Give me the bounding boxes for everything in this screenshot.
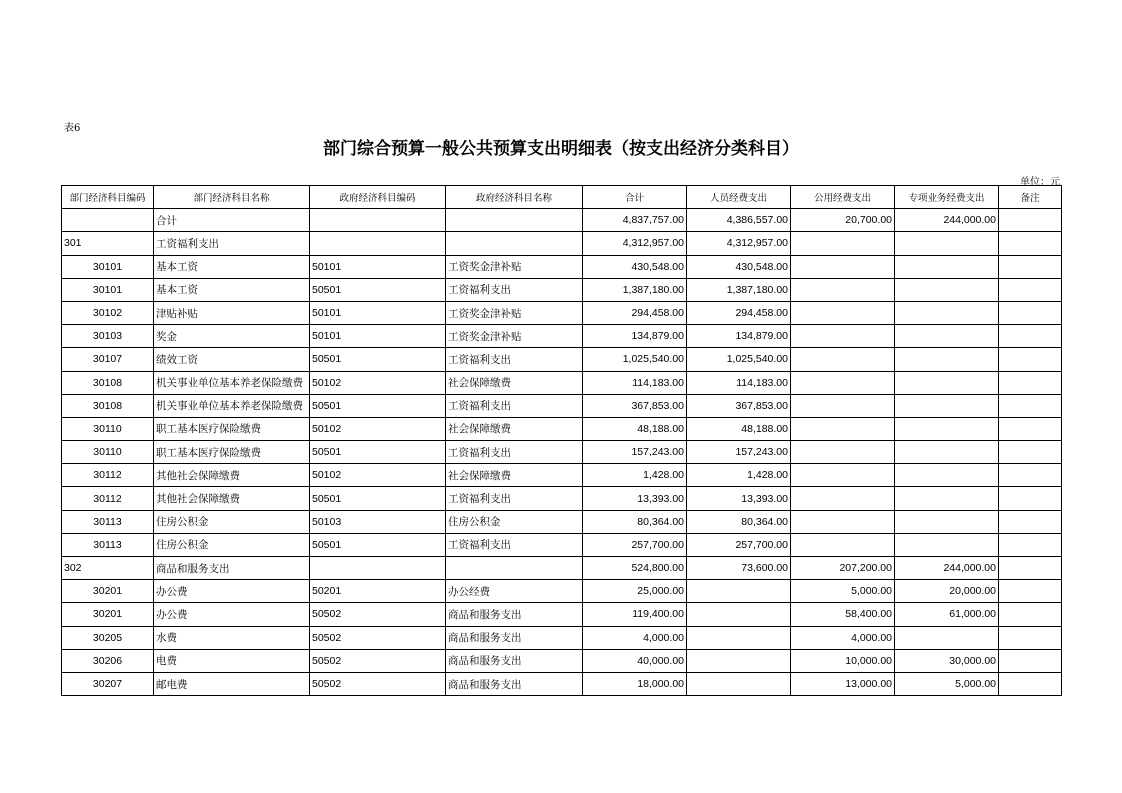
note-cell — [999, 510, 1062, 533]
total-cell: 1,025,540.00 — [583, 348, 687, 371]
gov-code-cell: 50502 — [310, 672, 446, 695]
total-cell: 18,000.00 — [583, 672, 687, 695]
gov-name-cell: 工资奖金津补贴 — [446, 301, 583, 324]
special-cell — [895, 510, 999, 533]
gov-code-cell — [310, 557, 446, 580]
total-cell: 4,837,757.00 — [583, 209, 687, 232]
total-cell: 134,879.00 — [583, 325, 687, 348]
gov-name-cell — [446, 209, 583, 232]
special-cell: 244,000.00 — [895, 557, 999, 580]
expenditure-table — [61, 185, 1062, 696]
header-cell: 专项业务经费支出 — [895, 186, 999, 209]
gov-code-cell: 50502 — [310, 603, 446, 626]
public-cell — [791, 371, 895, 394]
total-cell: 4,312,957.00 — [583, 232, 687, 255]
dept-name-cell: 津贴补贴 — [154, 301, 310, 324]
gov-name-cell: 商品和服务支出 — [446, 649, 583, 672]
table-row — [62, 232, 1062, 255]
table-row — [62, 533, 1062, 556]
personnel-cell: 134,879.00 — [687, 325, 791, 348]
table-row — [62, 209, 1062, 232]
dept-code-cell: 30112 — [62, 487, 154, 510]
dept-name-cell: 水费 — [154, 626, 310, 649]
personnel-cell: 48,188.00 — [687, 417, 791, 440]
gov-name-cell: 工资福利支出 — [446, 533, 583, 556]
total-cell: 257,700.00 — [583, 533, 687, 556]
gov-name-cell: 商品和服务支出 — [446, 672, 583, 695]
special-cell: 5,000.00 — [895, 672, 999, 695]
special-cell: 244,000.00 — [895, 209, 999, 232]
note-cell — [999, 533, 1062, 556]
dept-name-cell: 绩效工资 — [154, 348, 310, 371]
personnel-cell: 1,025,540.00 — [687, 348, 791, 371]
personnel-cell: 1,428.00 — [687, 464, 791, 487]
dept-code-cell: 302 — [62, 557, 154, 580]
total-cell: 1,387,180.00 — [583, 278, 687, 301]
header-cell: 政府经济科目名称 — [446, 186, 583, 209]
gov-name-cell: 工资奖金津补贴 — [446, 325, 583, 348]
gov-code-cell: 50501 — [310, 533, 446, 556]
public-cell — [791, 394, 895, 417]
personnel-cell: 257,700.00 — [687, 533, 791, 556]
table-row — [62, 348, 1062, 371]
note-cell — [999, 672, 1062, 695]
gov-name-cell: 住房公积金 — [446, 510, 583, 533]
note-cell — [999, 232, 1062, 255]
gov-code-cell: 50102 — [310, 371, 446, 394]
unit-label: 单位：元 — [1020, 177, 1060, 188]
personnel-cell: 114,183.00 — [687, 371, 791, 394]
table-row — [62, 580, 1062, 603]
public-cell — [791, 278, 895, 301]
note-cell — [999, 441, 1062, 464]
note-cell — [999, 557, 1062, 580]
special-cell — [895, 278, 999, 301]
table-row — [62, 672, 1062, 695]
total-cell: 367,853.00 — [583, 394, 687, 417]
personnel-cell: 4,312,957.00 — [687, 232, 791, 255]
gov-code-cell: 50101 — [310, 255, 446, 278]
dept-code-cell: 30107 — [62, 348, 154, 371]
public-cell — [791, 510, 895, 533]
special-cell — [895, 301, 999, 324]
dept-code-cell: 30103 — [62, 325, 154, 348]
note-cell — [999, 394, 1062, 417]
header-cell: 部门经济科目名称 — [154, 186, 310, 209]
public-cell — [791, 417, 895, 440]
public-cell: 13,000.00 — [791, 672, 895, 695]
note-cell — [999, 301, 1062, 324]
table-row — [62, 278, 1062, 301]
total-cell: 1,428.00 — [583, 464, 687, 487]
personnel-cell: 430,548.00 — [687, 255, 791, 278]
gov-name-cell: 工资福利支出 — [446, 441, 583, 464]
special-cell — [895, 232, 999, 255]
gov-code-cell: 50102 — [310, 417, 446, 440]
dept-name-cell: 基本工资 — [154, 278, 310, 301]
dept-code-cell: 30201 — [62, 603, 154, 626]
gov-code-cell: 50103 — [310, 510, 446, 533]
total-cell: 80,364.00 — [583, 510, 687, 533]
personnel-cell: 294,458.00 — [687, 301, 791, 324]
note-cell — [999, 580, 1062, 603]
public-cell — [791, 255, 895, 278]
total-cell: 157,243.00 — [583, 441, 687, 464]
note-cell — [999, 417, 1062, 440]
personnel-cell: 80,364.00 — [687, 510, 791, 533]
table-row — [62, 325, 1062, 348]
dept-name-cell: 办公费 — [154, 603, 310, 626]
note-cell — [999, 626, 1062, 649]
dept-code-cell: 30205 — [62, 626, 154, 649]
personnel-cell: 13,393.00 — [687, 487, 791, 510]
special-cell — [895, 441, 999, 464]
public-cell — [791, 348, 895, 371]
dept-code-cell: 30206 — [62, 649, 154, 672]
public-cell — [791, 533, 895, 556]
gov-name-cell: 工资福利支出 — [446, 348, 583, 371]
personnel-cell — [687, 603, 791, 626]
gov-name-cell: 工资福利支出 — [446, 487, 583, 510]
note-cell — [999, 371, 1062, 394]
table-row — [62, 417, 1062, 440]
note-cell — [999, 487, 1062, 510]
note-cell — [999, 325, 1062, 348]
total-cell: 430,548.00 — [583, 255, 687, 278]
table-row — [62, 487, 1062, 510]
dept-code-cell: 30101 — [62, 278, 154, 301]
gov-name-cell: 工资福利支出 — [446, 278, 583, 301]
table-row — [62, 255, 1062, 278]
table-row — [62, 441, 1062, 464]
dept-name-cell: 工资福利支出 — [154, 232, 310, 255]
note-cell — [999, 603, 1062, 626]
dept-code-cell: 30113 — [62, 533, 154, 556]
total-cell: 40,000.00 — [583, 649, 687, 672]
gov-name-cell: 社会保障缴费 — [446, 417, 583, 440]
gov-name-cell: 商品和服务支出 — [446, 626, 583, 649]
gov-code-cell: 50101 — [310, 325, 446, 348]
special-cell: 20,000.00 — [895, 580, 999, 603]
table-row — [62, 626, 1062, 649]
table-row — [62, 464, 1062, 487]
table-row — [62, 649, 1062, 672]
special-cell — [895, 255, 999, 278]
special-cell — [895, 325, 999, 348]
public-cell: 58,400.00 — [791, 603, 895, 626]
total-cell: 4,000.00 — [583, 626, 687, 649]
gov-code-cell: 50501 — [310, 348, 446, 371]
total-cell: 119,400.00 — [583, 603, 687, 626]
header-cell: 人员经费支出 — [687, 186, 791, 209]
public-cell — [791, 325, 895, 348]
gov-name-cell — [446, 232, 583, 255]
page-title: 部门综合预算一般公共预算支出明细表（按支出经济分类科目） — [323, 139, 799, 159]
public-cell: 5,000.00 — [791, 580, 895, 603]
header-cell: 政府经济科目编码 — [310, 186, 446, 209]
special-cell — [895, 626, 999, 649]
gov-code-cell: 50501 — [310, 441, 446, 464]
gov-code-cell: 50502 — [310, 626, 446, 649]
dept-name-cell: 办公费 — [154, 580, 310, 603]
gov-code-cell: 50501 — [310, 394, 446, 417]
personnel-cell — [687, 672, 791, 695]
public-cell: 4,000.00 — [791, 626, 895, 649]
gov-name-cell: 商品和服务支出 — [446, 603, 583, 626]
special-cell — [895, 371, 999, 394]
gov-code-cell — [310, 209, 446, 232]
gov-name-cell: 社会保障缴费 — [446, 464, 583, 487]
personnel-cell — [687, 626, 791, 649]
gov-name-cell: 办公经费 — [446, 580, 583, 603]
note-cell — [999, 209, 1062, 232]
public-cell: 207,200.00 — [791, 557, 895, 580]
gov-name-cell: 工资福利支出 — [446, 394, 583, 417]
special-cell — [895, 348, 999, 371]
header-cell: 部门经济科目编码 — [62, 186, 154, 209]
total-cell: 114,183.00 — [583, 371, 687, 394]
gov-code-cell: 50501 — [310, 487, 446, 510]
dept-name-cell: 其他社会保障缴费 — [154, 487, 310, 510]
dept-code-cell: 30110 — [62, 417, 154, 440]
public-cell: 10,000.00 — [791, 649, 895, 672]
dept-name-cell: 住房公积金 — [154, 533, 310, 556]
dept-code-cell: 30101 — [62, 255, 154, 278]
dept-code-cell: 30110 — [62, 441, 154, 464]
total-cell: 48,188.00 — [583, 417, 687, 440]
dept-name-cell: 邮电费 — [154, 672, 310, 695]
special-cell: 61,000.00 — [895, 603, 999, 626]
public-cell — [791, 487, 895, 510]
public-cell — [791, 464, 895, 487]
dept-name-cell: 职工基本医疗保险缴费 — [154, 441, 310, 464]
personnel-cell — [687, 649, 791, 672]
gov-code-cell: 50101 — [310, 301, 446, 324]
dept-code-cell: 30113 — [62, 510, 154, 533]
note-cell — [999, 348, 1062, 371]
dept-code-cell: 30108 — [62, 371, 154, 394]
gov-name-cell: 工资奖金津补贴 — [446, 255, 583, 278]
public-cell — [791, 232, 895, 255]
special-cell — [895, 417, 999, 440]
dept-code-cell: 301 — [62, 232, 154, 255]
personnel-cell: 157,243.00 — [687, 441, 791, 464]
gov-code-cell: 50201 — [310, 580, 446, 603]
dept-code-cell — [62, 209, 154, 232]
personnel-cell: 73,600.00 — [687, 557, 791, 580]
header-cell: 合计 — [583, 186, 687, 209]
table-number: 表6 — [64, 123, 81, 134]
dept-name-cell: 机关事业单位基本养老保险缴费 — [154, 371, 310, 394]
dept-code-cell: 30102 — [62, 301, 154, 324]
personnel-cell: 4,386,557.00 — [687, 209, 791, 232]
gov-code-cell: 50102 — [310, 464, 446, 487]
dept-code-cell: 30201 — [62, 580, 154, 603]
table-row — [62, 603, 1062, 626]
special-cell — [895, 487, 999, 510]
gov-name-cell — [446, 557, 583, 580]
public-cell — [791, 301, 895, 324]
dept-code-cell: 30108 — [62, 394, 154, 417]
personnel-cell: 367,853.00 — [687, 394, 791, 417]
total-cell: 13,393.00 — [583, 487, 687, 510]
total-cell: 25,000.00 — [583, 580, 687, 603]
personnel-cell — [687, 580, 791, 603]
gov-code-cell: 50502 — [310, 649, 446, 672]
personnel-cell: 1,387,180.00 — [687, 278, 791, 301]
note-cell — [999, 464, 1062, 487]
table-row — [62, 510, 1062, 533]
header-cell: 公用经费支出 — [791, 186, 895, 209]
dept-name-cell: 基本工资 — [154, 255, 310, 278]
dept-name-cell: 奖金 — [154, 325, 310, 348]
gov-code-cell: 50501 — [310, 278, 446, 301]
table-row — [62, 394, 1062, 417]
gov-code-cell — [310, 232, 446, 255]
public-cell — [791, 441, 895, 464]
special-cell — [895, 394, 999, 417]
gov-name-cell: 社会保障缴费 — [446, 371, 583, 394]
dept-name-cell: 合计 — [154, 209, 310, 232]
special-cell — [895, 533, 999, 556]
special-cell — [895, 464, 999, 487]
dept-name-cell: 其他社会保障缴费 — [154, 464, 310, 487]
table-row — [62, 557, 1062, 580]
dept-code-cell: 30112 — [62, 464, 154, 487]
dept-name-cell: 住房公积金 — [154, 510, 310, 533]
special-cell: 30,000.00 — [895, 649, 999, 672]
note-cell — [999, 278, 1062, 301]
total-cell: 294,458.00 — [583, 301, 687, 324]
dept-name-cell: 机关事业单位基本养老保险缴费 — [154, 394, 310, 417]
public-cell: 20,700.00 — [791, 209, 895, 232]
dept-name-cell: 商品和服务支出 — [154, 557, 310, 580]
table-row — [62, 301, 1062, 324]
dept-name-cell: 电费 — [154, 649, 310, 672]
note-cell — [999, 255, 1062, 278]
table-header-row — [62, 186, 1062, 209]
note-cell — [999, 649, 1062, 672]
dept-name-cell: 职工基本医疗保险缴费 — [154, 417, 310, 440]
table-row — [62, 371, 1062, 394]
header-cell: 备注 — [999, 186, 1062, 209]
total-cell: 524,800.00 — [583, 557, 687, 580]
dept-code-cell: 30207 — [62, 672, 154, 695]
